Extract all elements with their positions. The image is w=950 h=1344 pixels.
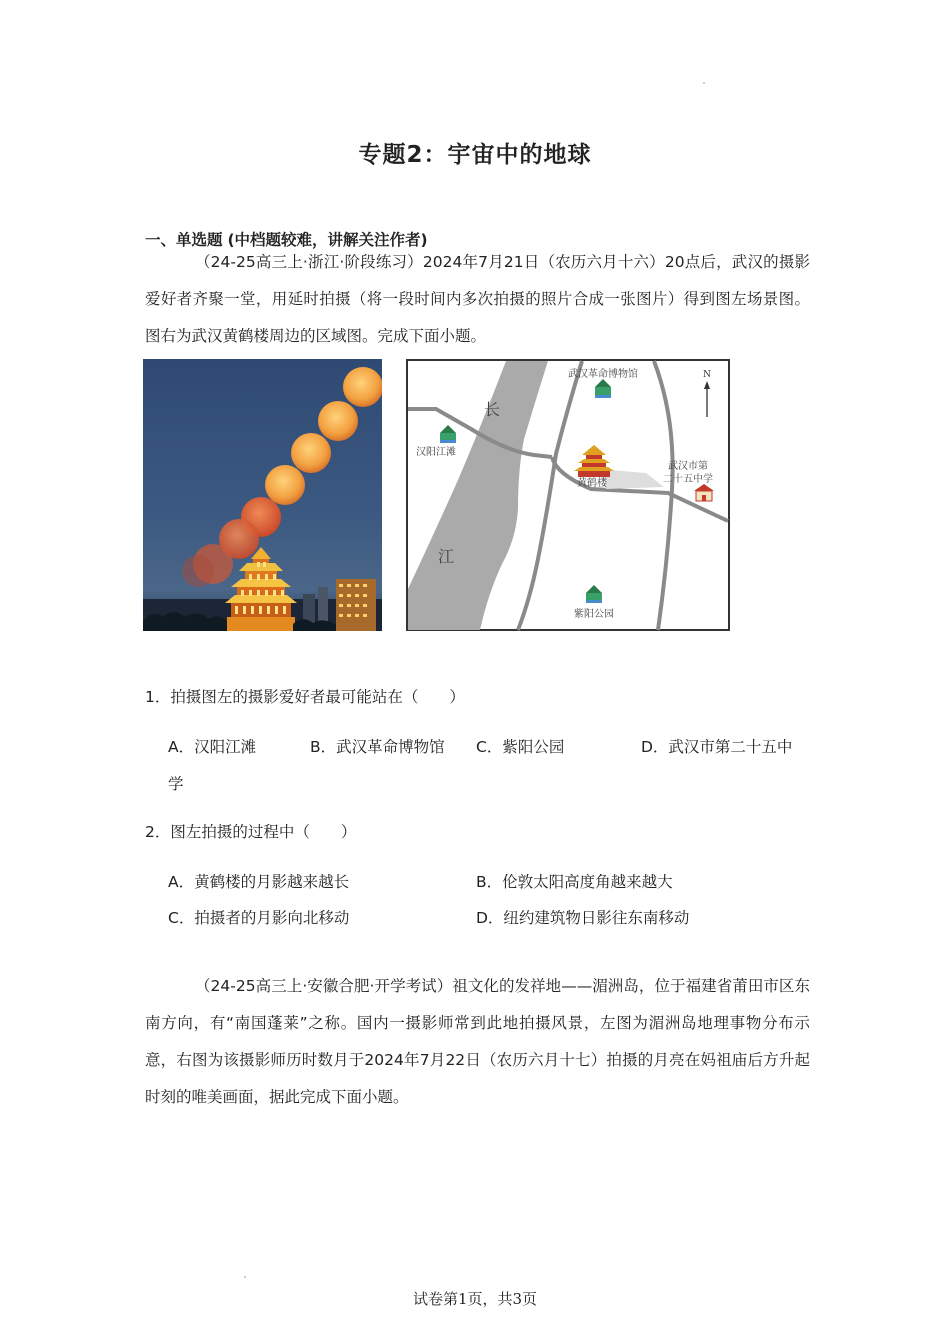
scan-dot (244, 1276, 246, 1278)
huanghelou-label: 黄鹤楼 (577, 478, 607, 489)
north-label: N (703, 370, 711, 380)
moon-4 (265, 465, 305, 505)
q2-option-d[interactable]: D．纽约建筑物日影往东南移动 (476, 909, 690, 927)
q1-option-d-wrap: 学 (168, 775, 184, 793)
question-intro-1: （24-25高三上·浙江·阶段练习）2024年7月21日（农历六月十六）20点后，武汉的摄影爱好者齐聚一堂，用延时拍摄（将一段时间内多次拍摄的照片合成一张图片）得到图左场景图。图右为武汉黄鹤楼周边的区域图。完成下面小题。 (145, 253, 810, 345)
school-label-line1: 武汉市第 (668, 461, 708, 472)
section-note: (中档题较难，讲解关注作者) (227, 231, 428, 249)
moon-8 (182, 555, 214, 587)
q1-option-b[interactable]: B．武汉革命博物馆 (310, 738, 445, 756)
moon-3 (291, 433, 331, 473)
q1-option-a[interactable]: A．汉阳江滩 (168, 738, 257, 756)
river-label-chang: 长 (483, 400, 501, 419)
q2-option-a[interactable]: A．黄鹤楼的月影越来越长 (168, 873, 350, 891)
school-label-line2: 二十五中学 (663, 474, 713, 485)
moon-1 (343, 367, 382, 407)
section-label: 一、单选题 (145, 231, 223, 249)
q1-option-c[interactable]: C．紫阳公园 (476, 738, 565, 756)
scan-dot (703, 82, 705, 84)
q1-option-d[interactable]: D．武汉市第二十五中 (641, 738, 793, 756)
q2-option-c[interactable]: C．拍摄者的月影向北移动 (168, 909, 350, 927)
museum-label: 武汉革命博物馆 (568, 369, 638, 380)
question-2-stem: 2．图左拍摄的过程中（ ） (145, 823, 357, 841)
question-intro-2: （24-25高三上·安徽合肥·开学考试）祖文化的发祥地——湄洲岛，位于福建省莆田市区东南方向，有“南国蓬莱”之称。国内一摄影师常到此地拍摄风景，左图为湄洲岛地理事物分布示意，右图为该摄影师历时数月于2024年7月22日（农历六月十七）拍摄的月亮在妈祖庙后方升起时刻的唯美画面，据此完成下面小题。 (145, 977, 810, 1106)
moon-2 (318, 401, 358, 441)
hanyang-label: 汉阳江滩 (416, 447, 456, 458)
page-footer: 试卷第1页，共3页 (412, 1290, 538, 1308)
moonrise-photo (143, 359, 382, 631)
river-label-jiang: 江 (437, 547, 455, 566)
page-title: 专题2：宇宙中的地球 (358, 142, 592, 168)
area-map (406, 359, 730, 631)
q2-option-b[interactable]: B．伦敦太阳高度角越来越大 (476, 873, 673, 891)
question-1-stem: 1．拍摄图左的摄影爱好者最可能站在（ ） (145, 688, 465, 706)
ziyang-label: 紫阳公园 (574, 609, 614, 620)
